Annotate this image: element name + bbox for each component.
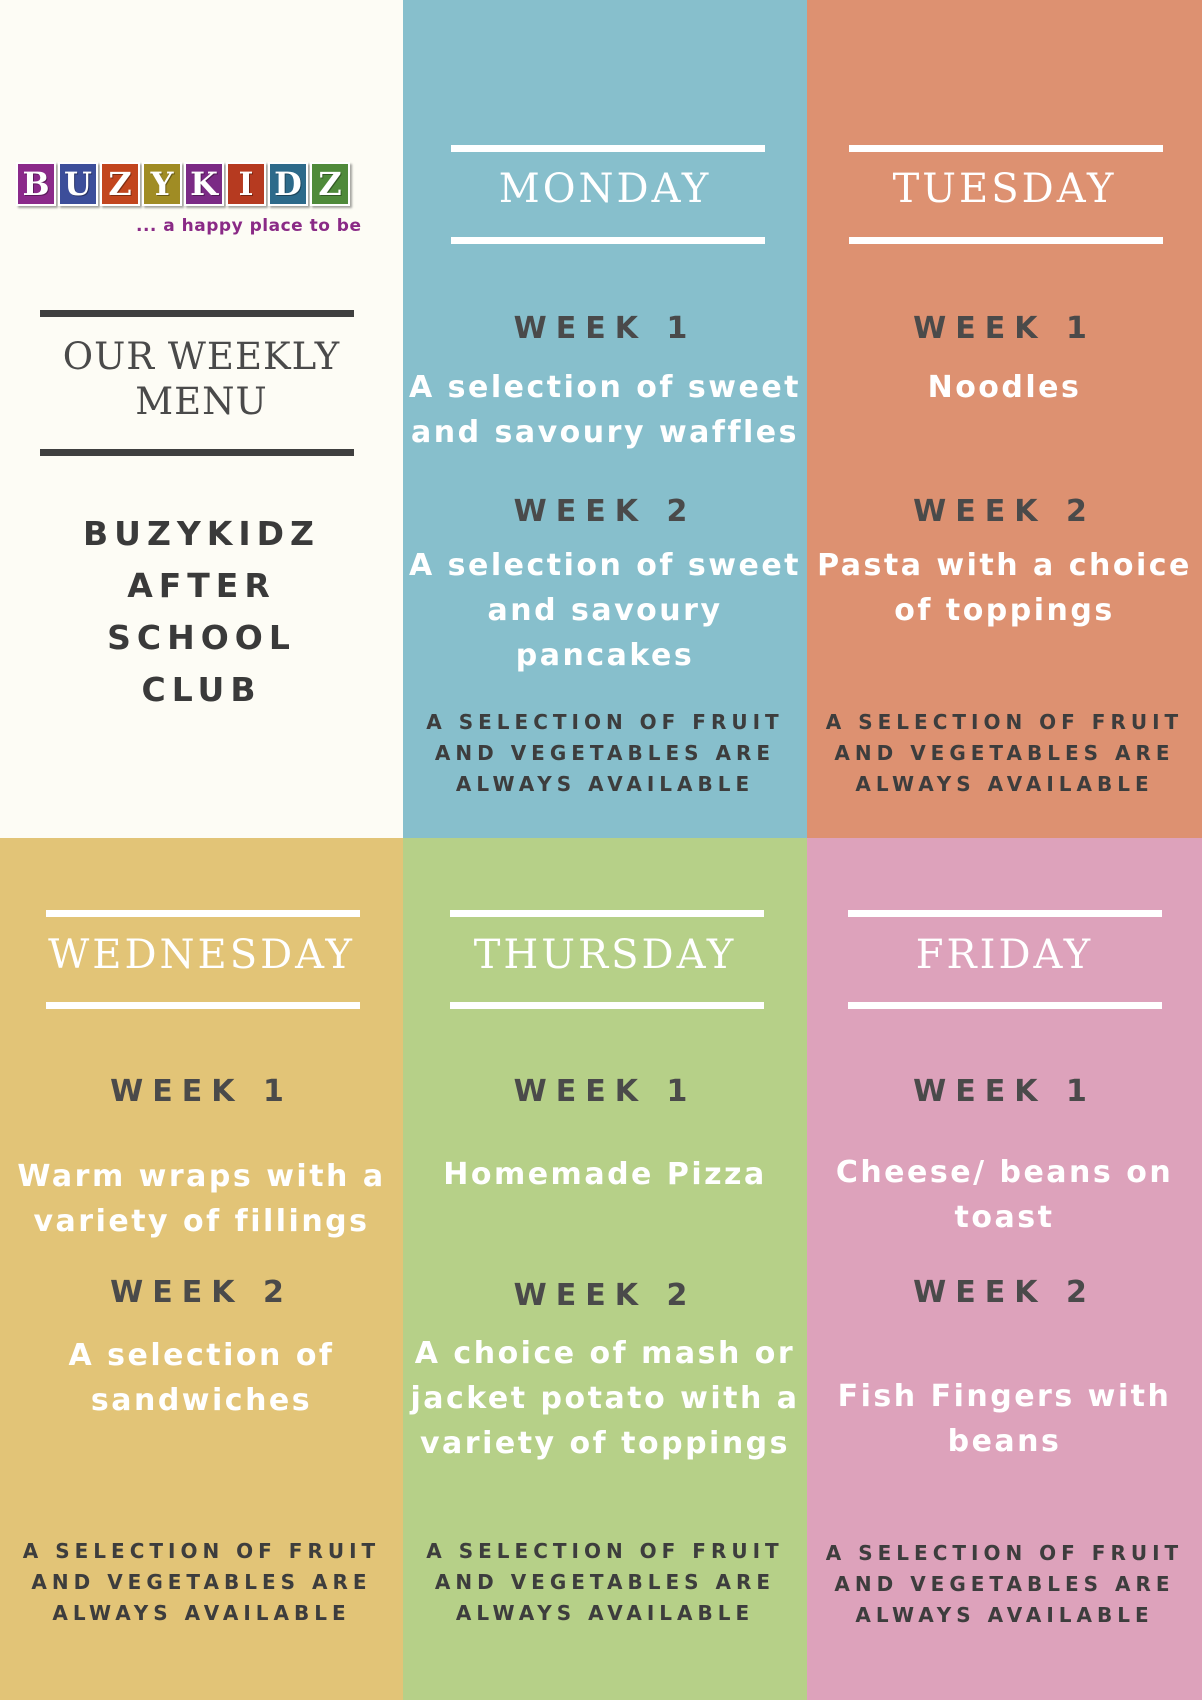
tuesday-panel	[807, 0, 1202, 838]
meal-line: beans	[947, 1424, 1062, 1459]
logo-letter: Z	[310, 162, 350, 206]
monday-week1-meal	[403, 365, 807, 455]
monday-heading: MONDAY	[498, 166, 712, 212]
thursday-rule-top	[450, 910, 764, 917]
meal-line: and savoury	[487, 593, 723, 628]
thursday-week2-label: WEEK 2	[513, 1278, 697, 1313]
wednesday-week2-label: WEEK 2	[110, 1275, 293, 1310]
thursday-rule-bottom	[450, 1002, 764, 1009]
monday-week2-label: WEEK 2	[513, 494, 697, 529]
wednesday-week2-meal	[0, 1333, 403, 1423]
fruit-note-line: ALWAYS AVAILABLE	[855, 772, 1154, 796]
logo-letter: I	[226, 162, 266, 206]
meal-line: toast	[954, 1200, 1055, 1235]
wednesday-panel	[0, 838, 403, 1700]
wednesday-heading: WEDNESDAY	[48, 932, 355, 978]
club-name-line: BUZYKIDZ	[83, 514, 320, 553]
meal-line: Noodles	[927, 370, 1082, 405]
monday-fruit-note	[403, 707, 807, 800]
tuesday-week2-label: WEEK 2	[913, 494, 1096, 529]
title-rule-top	[40, 310, 354, 317]
wednesday-week1-label: WEEK 1	[110, 1074, 293, 1109]
tuesday-rule-top	[849, 145, 1163, 152]
fruit-note-line: AND VEGETABLES ARE	[834, 1572, 1175, 1596]
meal-line: A choice of mash or	[414, 1336, 796, 1371]
fruit-note-line: A SELECTION OF FRUIT	[426, 1539, 784, 1563]
friday-week1-label: WEEK 1	[913, 1074, 1096, 1109]
meal-line: Pasta with a choice	[817, 548, 1192, 583]
fruit-note-line: ALWAYS AVAILABLE	[455, 772, 755, 796]
monday-rule-top	[451, 145, 765, 152]
page-title-line: MENU	[135, 380, 268, 423]
club-name	[0, 508, 403, 716]
wednesday-fruit-note	[0, 1536, 403, 1629]
meal-line: pancakes	[515, 638, 695, 673]
friday-week2-label: WEEK 2	[913, 1275, 1096, 1310]
tuesday-rule-bottom	[849, 237, 1163, 244]
tuesday-heading: TUESDAY	[892, 166, 1117, 212]
friday-panel	[807, 838, 1202, 1700]
thursday-heading: THURSDAY	[473, 932, 737, 978]
title-rule-bottom	[40, 449, 354, 456]
meal-line: Fish Fingers with	[837, 1379, 1172, 1414]
meal-line: Warm wraps with a	[17, 1159, 386, 1194]
friday-rule-top	[848, 910, 1162, 917]
meal-line: A selection of sweet	[408, 548, 802, 583]
fruit-note-line: A SELECTION OF FRUIT	[825, 1541, 1184, 1565]
fruit-note-line: A SELECTION OF FRUIT	[22, 1539, 381, 1563]
tuesday-fruit-note	[807, 707, 1202, 800]
tuesday-week2-meal	[807, 543, 1202, 633]
club-name-line: SCHOOL	[107, 618, 296, 657]
logo-tagline: ... a happy place to be	[136, 216, 362, 236]
monday-week2-meal	[403, 543, 807, 678]
monday-panel	[403, 0, 807, 838]
logo-letter: Y	[142, 162, 182, 206]
club-name-line: AFTER	[127, 566, 276, 605]
fruit-note-line: AND VEGETABLES ARE	[434, 741, 776, 765]
fruit-note-line: ALWAYS AVAILABLE	[52, 1601, 351, 1625]
thursday-panel	[403, 838, 807, 1700]
thursday-fruit-note	[403, 1536, 807, 1629]
meal-line: variety of fillings	[33, 1204, 370, 1239]
meal-line: Cheese/ beans on	[835, 1155, 1174, 1190]
meal-line: A selection of sweet	[408, 370, 802, 405]
wednesday-rule-bottom	[46, 1002, 360, 1009]
fruit-note-line: AND VEGETABLES ARE	[834, 741, 1175, 765]
page-title-line: OUR WEEKLY	[62, 335, 341, 378]
buzykidz-logo	[16, 162, 352, 206]
monday-week1-label: WEEK 1	[513, 311, 697, 346]
fruit-note-line: AND VEGETABLES ARE	[434, 1570, 776, 1594]
logo-letter: Z	[100, 162, 140, 206]
meal-line: and savoury waffles	[411, 415, 799, 450]
fruit-note-line: ALWAYS AVAILABLE	[455, 1601, 755, 1625]
thursday-week1-meal	[403, 1152, 807, 1197]
fruit-note-line: AND VEGETABLES ARE	[31, 1570, 372, 1594]
friday-week1-meal	[807, 1150, 1202, 1240]
monday-rule-bottom	[451, 237, 765, 244]
friday-week2-meal	[807, 1374, 1202, 1464]
friday-rule-bottom	[848, 1002, 1162, 1009]
fruit-note-line: A SELECTION OF FRUIT	[426, 710, 784, 734]
meal-line: of toppings	[894, 593, 1115, 628]
page-title	[0, 334, 403, 424]
tuesday-week1-meal	[807, 365, 1202, 410]
fruit-note-line: A SELECTION OF FRUIT	[825, 710, 1184, 734]
fruit-note-line: ALWAYS AVAILABLE	[855, 1603, 1154, 1627]
meal-line: jacket potato with a	[410, 1381, 800, 1416]
logo-letter: B	[16, 162, 56, 206]
meal-line: variety of toppings	[419, 1426, 791, 1461]
wednesday-rule-top	[46, 910, 360, 917]
thursday-week2-meal	[403, 1331, 807, 1466]
meal-line: A selection of	[68, 1338, 335, 1373]
meal-line: sandwiches	[90, 1383, 313, 1418]
logo-letter: D	[268, 162, 308, 206]
thursday-week1-label: WEEK 1	[513, 1074, 697, 1109]
meal-line: Homemade Pizza	[443, 1157, 767, 1192]
friday-fruit-note	[807, 1538, 1202, 1631]
club-name-line: CLUB	[141, 670, 262, 709]
logo-letter: U	[58, 162, 98, 206]
logo-letter: K	[184, 162, 224, 206]
intro-panel	[0, 0, 403, 838]
friday-heading: FRIDAY	[915, 932, 1094, 978]
wednesday-week1-meal	[0, 1154, 403, 1244]
tuesday-week1-label: WEEK 1	[913, 311, 1096, 346]
